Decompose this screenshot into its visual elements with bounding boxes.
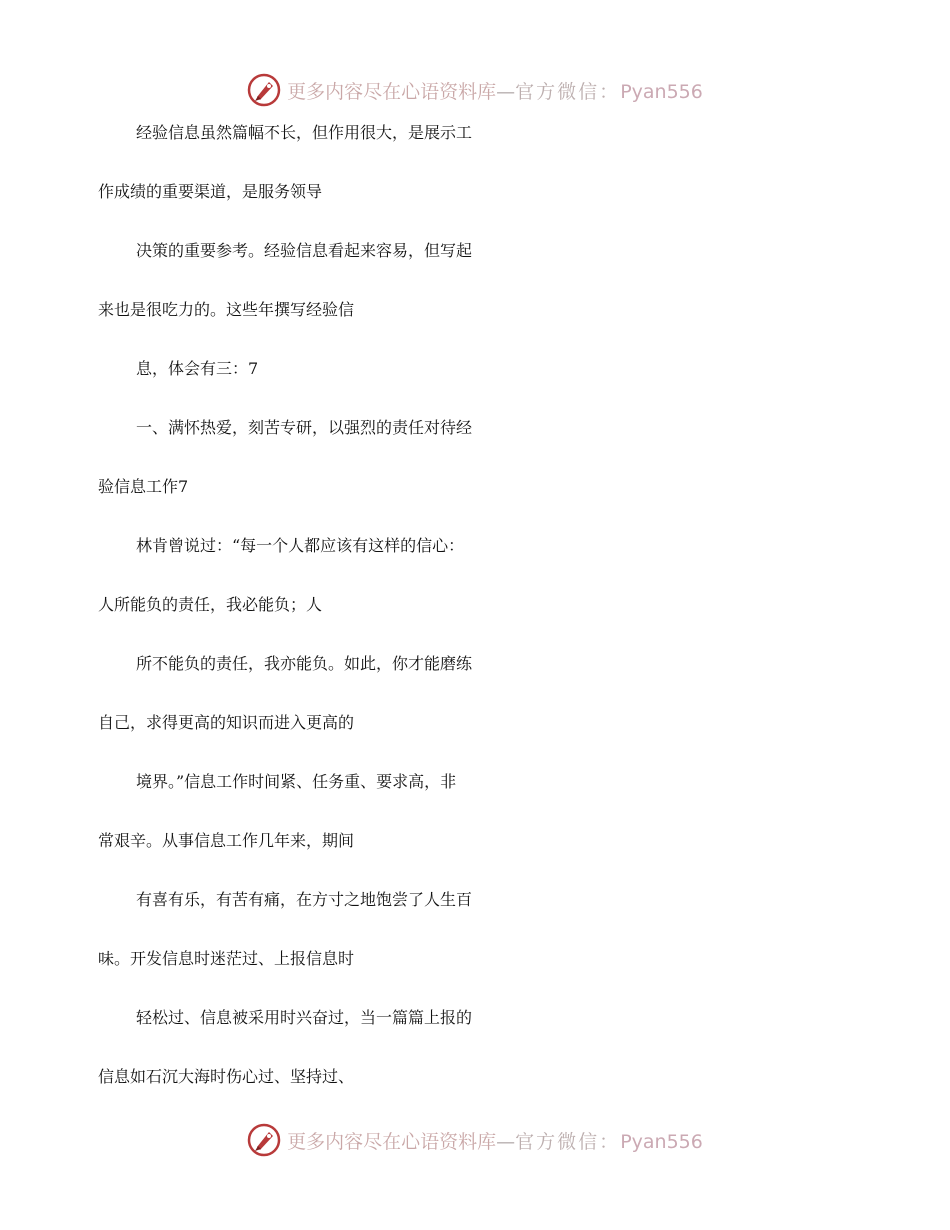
text-line: 自己，求得更高的知识而进入更高的 bbox=[98, 713, 355, 732]
text-line: 常艰辛。从事信息工作几年来，期间 bbox=[98, 831, 355, 850]
text-line: 味。开发信息时迷茫过、上报信息时 bbox=[98, 949, 355, 968]
pen-nib-logo-icon bbox=[247, 1123, 281, 1157]
text-line: 林肯曾说过：“每一个人都应该有这样的信心： bbox=[136, 536, 465, 555]
text-line: 轻松过、信息被采用时兴奋过，当一篇篇上报的 bbox=[136, 1008, 473, 1027]
text-line: 来也是很吃力的。这些年撰写经验信 bbox=[98, 300, 355, 319]
watermark-text: 更多内容尽在心语资料库—官方微信：Pyan556 bbox=[287, 80, 703, 103]
pen-nib-logo-icon bbox=[247, 73, 281, 107]
text-line: 一、满怀热爱，刻苦专研，以强烈的责任对待经 bbox=[136, 418, 473, 437]
text-line: 境界。”信息工作时间紧、任务重、要求高，非 bbox=[136, 772, 457, 791]
text-line: 作成绩的重要渠道，是服务领导 bbox=[98, 182, 323, 201]
footer-watermark bbox=[0, 1120, 950, 1160]
text-line: 决策的重要参考。经验信息看起来容易，但写起 bbox=[136, 241, 473, 260]
document-body bbox=[98, 120, 858, 1123]
text-line: 验信息工作7 bbox=[98, 477, 189, 496]
header-watermark bbox=[0, 70, 950, 110]
text-line: 息，体会有三：7 bbox=[136, 359, 259, 378]
text-line: 经验信息虽然篇幅不长，但作用很大，是展示工 bbox=[136, 123, 473, 142]
text-line: 所不能负的责任，我亦能负。如此，你才能磨练 bbox=[136, 654, 473, 673]
text-line: 人所能负的责任，我必能负；人 bbox=[98, 595, 323, 614]
text-line: 有喜有乐，有苦有痛，在方寸之地饱尝了人生百 bbox=[136, 890, 473, 909]
text-line: 信息如石沉大海时伤心过、坚持过、 bbox=[98, 1067, 355, 1086]
watermark-text: 更多内容尽在心语资料库—官方微信：Pyan556 bbox=[287, 1130, 703, 1153]
